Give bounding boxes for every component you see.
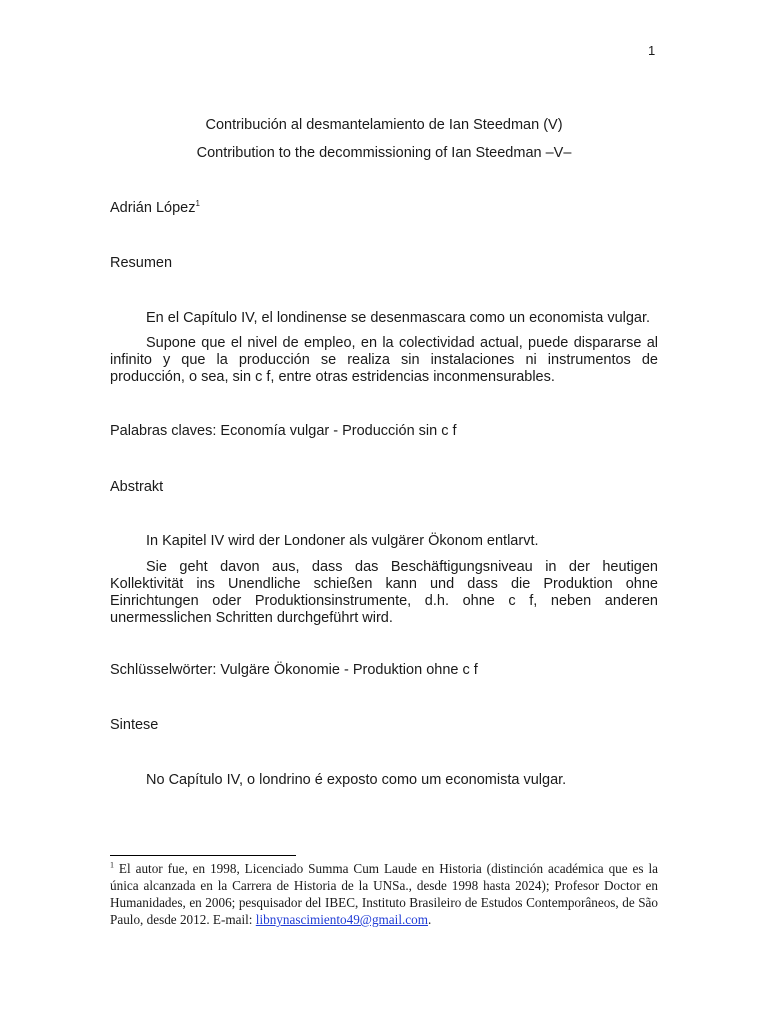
author-line bbox=[110, 200, 200, 216]
footnote-text: El autor fue, en 1998, Licenciado Summa Cum Laude en Historia (distinción académica que es la única alcanzada en la Carrera de Historia de la UNSa., desde 1998 hasta 2024); Profesor Doctor en Humanidades, en 2006; pesquisador del IBEC, Instituto Brasileiro de Estudos Contemporâneos, de São Paulo, desde 2012. E-mail: bbox=[110, 861, 658, 927]
title-english: Contribution to the decommissioning of Ian Steedman –V– bbox=[196, 145, 572, 161]
page-number: 1 bbox=[648, 43, 656, 58]
sintese-heading: Sintese bbox=[110, 717, 159, 733]
footnote-end: . bbox=[427, 912, 432, 927]
resumen-paragraph-2: Supone que el nivel de empleo, en la colectividad actual, puede dispararse al infinito y que la producción se realiza sin instalaciones ni instrumentos de producción, o sea, sin c f, entre otras estridencias inconmensurables. bbox=[110, 335, 658, 385]
abstrakt-keywords: Schlüsselwörter: Vulgäre Ökonomie - Produktion ohne c f bbox=[110, 662, 478, 678]
footnote bbox=[110, 860, 658, 928]
author-name: Adrián López bbox=[110, 200, 196, 216]
footnote-mark: 1 bbox=[110, 860, 114, 870]
resumen-keywords: Palabras claves: Economía vulgar - Producción sin c f bbox=[110, 423, 457, 439]
resumen-heading: Resumen bbox=[110, 255, 173, 271]
abstrakt-heading: Abstrakt bbox=[110, 479, 164, 495]
resumen-paragraph-1: En el Capítulo IV, el londinense se desenmascara como un economista vulgar. bbox=[146, 310, 651, 326]
author-footnote-mark[interactable]: 1 bbox=[195, 199, 200, 209]
abstrakt-paragraph-1: In Kapitel IV wird der Londoner als vulgärer Ökonom entlarvt. bbox=[146, 533, 539, 549]
footnote-separator bbox=[110, 855, 296, 856]
email-link[interactable]: libnynascimiento49@gmail.com bbox=[255, 912, 428, 927]
title-spanish: Contribución al desmantelamiento de Ian Steedman (V) bbox=[205, 117, 563, 133]
abstrakt-paragraph-2: Sie geht davon aus, dass das Beschäftigungsniveau in der heutigen Kollektivität ins Unendliche schießen kann und dass die Produktion ohne Einrichtungen oder Produktionsinstrumente, d.h. ohne c f, neben anderen unermesslichen Schritten durchgeführt wird. bbox=[110, 559, 658, 626]
sintese-paragraph-1: No Capítulo IV, o londrino é exposto como um economista vulgar. bbox=[146, 772, 567, 788]
